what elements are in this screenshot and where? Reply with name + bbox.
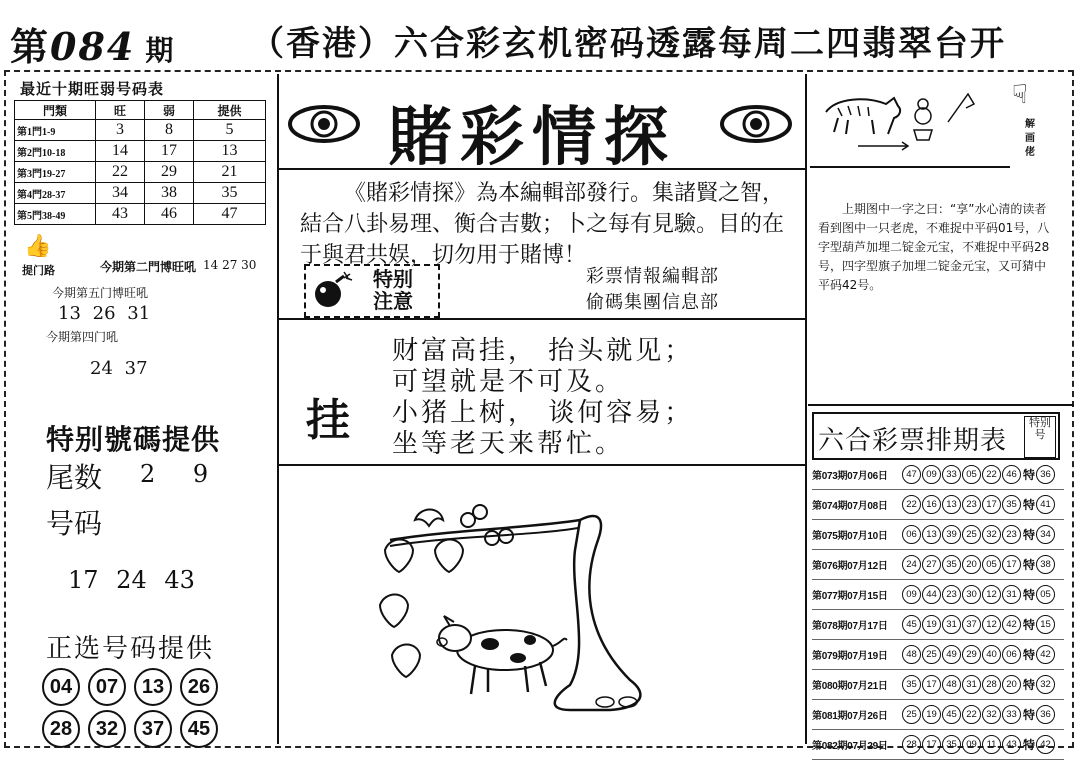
table-row xyxy=(15,120,266,141)
number-ball: 09 xyxy=(922,465,941,484)
cell-wang: 3 xyxy=(96,120,145,141)
special-ball: 05 xyxy=(1036,585,1055,604)
number-ball: 23 xyxy=(1002,525,1021,544)
poem-line: 小猪上树， 谈何容易； xyxy=(392,398,694,428)
divider xyxy=(808,404,1074,406)
schedule-row xyxy=(812,730,1064,760)
selection-ball: 13 xyxy=(134,668,172,706)
special-ball: 34 xyxy=(1036,525,1055,544)
banner-title: 賭彩情探 xyxy=(388,100,676,175)
number-ball: 35 xyxy=(902,675,921,694)
selection-ball: 28 xyxy=(42,710,80,748)
number-ball: 49 xyxy=(942,645,961,664)
schedule-row xyxy=(812,670,1064,700)
number-ball: 12 xyxy=(982,615,1001,634)
poem-line: 财富高挂， 抬头就见； xyxy=(392,336,694,366)
table-row xyxy=(15,183,266,204)
schedule-title: 六合彩票排期表 xyxy=(818,426,1008,456)
poem xyxy=(392,336,693,460)
schedule-tag: 特别号 xyxy=(1024,416,1056,458)
number-ball: 31 xyxy=(942,615,961,634)
schedule-row xyxy=(812,490,1064,520)
schedule-date: 第081期07月26日 xyxy=(812,711,888,722)
door2-numbers: 14 27 30 xyxy=(203,258,257,272)
special-label: 特 xyxy=(1023,558,1036,572)
number-ball: 11 xyxy=(982,735,1001,754)
special-label: 特 xyxy=(1023,498,1036,512)
special-number-title: 特别號碼提供 xyxy=(46,423,221,456)
schedule-row xyxy=(812,610,1064,640)
schedule-date: 第074期07月08日 xyxy=(812,501,888,512)
cell-ruo: 29 xyxy=(144,162,193,183)
stats-table xyxy=(14,100,266,225)
tip-label: 提门路 xyxy=(22,264,55,277)
table-row xyxy=(15,162,266,183)
special-ball: 41 xyxy=(1036,495,1055,514)
number-ball: 17 xyxy=(922,675,941,694)
selection-ball: 45 xyxy=(180,710,218,748)
special-label: 特 xyxy=(1023,468,1036,482)
jie-label: 解画佬 xyxy=(1025,119,1035,158)
special-label: 特 xyxy=(1023,618,1036,632)
number-ball: 30 xyxy=(962,585,981,604)
tail-label: 尾数 xyxy=(46,461,103,494)
number-ball: 05 xyxy=(962,465,981,484)
cell-ti: 13 xyxy=(193,141,265,162)
schedule-date: 第078期07月17日 xyxy=(812,621,888,632)
number-ball: 42 xyxy=(1002,615,1021,634)
cell-wang: 14 xyxy=(96,141,145,162)
cell-ruo: 17 xyxy=(144,141,193,162)
selection-numbers xyxy=(42,668,272,752)
selection-ball: 37 xyxy=(134,710,172,748)
cell-ti: 21 xyxy=(193,162,265,183)
special-ball: 32 xyxy=(1036,675,1055,694)
schedule-row xyxy=(812,520,1064,550)
number-ball: 19 xyxy=(922,615,941,634)
number-ball: 24 xyxy=(902,555,921,574)
number-ball: 28 xyxy=(982,675,1001,694)
thumbs-up-icon: 👍 xyxy=(24,234,52,259)
special-label: 特 xyxy=(1023,588,1036,602)
number-ball: 33 xyxy=(942,465,961,484)
number-ball: 23 xyxy=(942,585,961,604)
department-1: 彩票情報編輯部 xyxy=(586,266,719,287)
selection-ball: 32 xyxy=(88,710,126,748)
cell-ti: 47 xyxy=(193,204,265,225)
number-ball: 40 xyxy=(982,645,1001,664)
number-ball: 43 xyxy=(1002,735,1021,754)
special-ball: 38 xyxy=(1036,555,1055,574)
schedule-row xyxy=(812,460,1064,490)
row-label: 第1門1-9 xyxy=(15,120,96,141)
number-ball: 25 xyxy=(922,645,941,664)
bomb-icon xyxy=(310,270,356,310)
department-2: 偷碼集團信息部 xyxy=(586,292,719,313)
poem-line: 可望就是不可及。 xyxy=(392,367,625,397)
number-ball: 20 xyxy=(962,555,981,574)
number-ball: 22 xyxy=(902,495,921,514)
cell-ruo: 8 xyxy=(144,120,193,141)
number-ball: 32 xyxy=(982,525,1001,544)
special-label: 特 xyxy=(1023,708,1036,722)
number-ball: 06 xyxy=(902,525,921,544)
page-title: （香港）六合彩玄机密码透露每周二四翡翠台开 xyxy=(250,24,1006,64)
schedule-date: 第080期07月21日 xyxy=(812,681,888,692)
special-ball: 15 xyxy=(1036,615,1055,634)
pig-tree-illustration xyxy=(370,480,690,730)
divider xyxy=(279,318,805,320)
issue-number xyxy=(10,16,175,71)
number-ball: 13 xyxy=(942,495,961,514)
cell-ti: 5 xyxy=(193,120,265,141)
special-ball: 42 xyxy=(1036,645,1055,664)
door4-numbers: 24 37 xyxy=(90,358,148,379)
issue-number-value: 084 xyxy=(50,24,136,69)
col-header: 提供 xyxy=(193,101,265,120)
special-ball: 36 xyxy=(1036,465,1055,484)
tail-values: 2 9 xyxy=(140,460,209,488)
stats-table-header xyxy=(15,101,266,120)
number-ball: 09 xyxy=(902,585,921,604)
number-ball: 46 xyxy=(1002,465,1021,484)
number-label: 号码 xyxy=(46,507,103,540)
special-label: 特 xyxy=(1023,648,1036,662)
number-ball: 48 xyxy=(942,675,961,694)
cell-ruo: 38 xyxy=(144,183,193,204)
intro-text: 《賭彩情探》為本編輯部發行。集諸賢之智， 結合八卦易理、衡合吉數；卜之每有見驗。目的在于與君共娱，切勿用于賭博！ xyxy=(300,181,785,268)
special-label: 特 xyxy=(1023,738,1036,752)
poem-line: 坐等老天来帮忙。 xyxy=(392,429,625,459)
special-ball: 42 xyxy=(1036,735,1055,754)
riddle-text: 上期图中一字之曰：“享”水心清的读者看到图中一只老虎，不难捉中平码01号，八字型葫芦加埋二锭金元宝，不难捉中平码28号，四字型旗子加埋二锭金元宝，又可猜中平码42号。 xyxy=(818,202,1050,292)
selection-title: 正选号码提供 xyxy=(46,634,215,664)
number-ball: 17 xyxy=(1002,555,1021,574)
number-ball: 12 xyxy=(982,585,1001,604)
number-ball: 29 xyxy=(962,645,981,664)
number-ball: 28 xyxy=(902,735,921,754)
number-ball: 19 xyxy=(922,705,941,724)
number-ball: 25 xyxy=(902,705,921,724)
number-ball: 27 xyxy=(922,555,941,574)
row-label: 第5門38-49 xyxy=(15,204,96,225)
stats-table-title: 最近十期旺弱号码表 xyxy=(20,80,165,98)
number-ball: 05 xyxy=(982,555,1001,574)
row-label: 第2門10-18 xyxy=(15,141,96,162)
cell-wang: 22 xyxy=(96,162,145,183)
number-ball: 47 xyxy=(902,465,921,484)
issue-suffix: 期 xyxy=(145,34,176,67)
number-ball: 35 xyxy=(942,735,961,754)
selection-ball: 04 xyxy=(42,668,80,706)
number-ball: 45 xyxy=(902,615,921,634)
cell-ruo: 46 xyxy=(144,204,193,225)
issue-prefix: 第 xyxy=(10,24,51,69)
schedule-row xyxy=(812,580,1064,610)
number-ball: 44 xyxy=(922,585,941,604)
selection-ball: 26 xyxy=(180,668,218,706)
number-ball: 17 xyxy=(982,495,1001,514)
door2-label: 今期第二門博旺吼 xyxy=(100,260,197,274)
divider xyxy=(279,464,805,466)
riddle-illustration xyxy=(818,82,998,158)
number-ball: 31 xyxy=(962,675,981,694)
door5-label: 今期第五门博旺吼 xyxy=(52,286,149,300)
row-label: 第4門28-37 xyxy=(15,183,96,204)
schedule-date: 第075期07月10日 xyxy=(812,531,888,542)
schedule-row xyxy=(812,640,1064,670)
table-row xyxy=(15,141,266,162)
col-header: 門類 xyxy=(15,101,96,120)
special-label: 特 xyxy=(1023,678,1036,692)
number-ball: 31 xyxy=(1002,585,1021,604)
number-ball: 17 xyxy=(922,735,941,754)
cell-wang: 43 xyxy=(96,204,145,225)
schedule-table xyxy=(812,460,1064,760)
row-label: 第3門19-27 xyxy=(15,162,96,183)
number-ball: 23 xyxy=(962,495,981,514)
number-ball: 22 xyxy=(962,705,981,724)
number-ball: 22 xyxy=(982,465,1001,484)
number-ball: 13 xyxy=(922,525,941,544)
eye-icon xyxy=(288,104,360,144)
number-ball: 48 xyxy=(902,645,921,664)
eye-icon xyxy=(720,104,792,144)
special-label: 特 xyxy=(1023,528,1036,542)
cell-wang: 34 xyxy=(96,183,145,204)
number-ball: 35 xyxy=(1002,495,1021,514)
col-header: 弱 xyxy=(144,101,193,120)
schedule-date: 第079期07月19日 xyxy=(812,651,888,662)
number-ball: 32 xyxy=(982,705,1001,724)
table-row xyxy=(15,204,266,225)
number-ball: 09 xyxy=(962,735,981,754)
col-header: 旺 xyxy=(96,101,145,120)
schedule-date: 第073期07月06日 xyxy=(812,471,888,482)
hint-character: 挂 xyxy=(306,395,350,446)
header xyxy=(0,0,1080,68)
number-ball: 20 xyxy=(1002,675,1021,694)
number-ball: 16 xyxy=(922,495,941,514)
schedule-row xyxy=(812,550,1064,580)
selection-ball: 07 xyxy=(88,668,126,706)
door5-numbers: 13 26 31 xyxy=(58,303,151,324)
cell-ti: 35 xyxy=(193,183,265,204)
schedule-row xyxy=(812,700,1064,730)
door4-label: 今期第四门吼 xyxy=(46,330,119,344)
schedule-date: 第077期07月15日 xyxy=(812,591,888,602)
number-ball: 06 xyxy=(1002,645,1021,664)
schedule-date: 第076期07月12日 xyxy=(812,561,888,572)
number-ball: 35 xyxy=(942,555,961,574)
schedule-date: 第082期07月29日 xyxy=(812,741,888,752)
special-ball: 36 xyxy=(1036,705,1055,724)
number-values: 17 24 43 xyxy=(68,566,195,594)
number-ball: 25 xyxy=(962,525,981,544)
number-ball: 37 xyxy=(962,615,981,634)
notice-text: 特别注意 xyxy=(373,267,413,313)
number-ball: 33 xyxy=(1002,705,1021,724)
pointing-hand-icon: ☟ xyxy=(1012,80,1028,110)
number-ball: 45 xyxy=(942,705,961,724)
number-ball: 39 xyxy=(942,525,961,544)
